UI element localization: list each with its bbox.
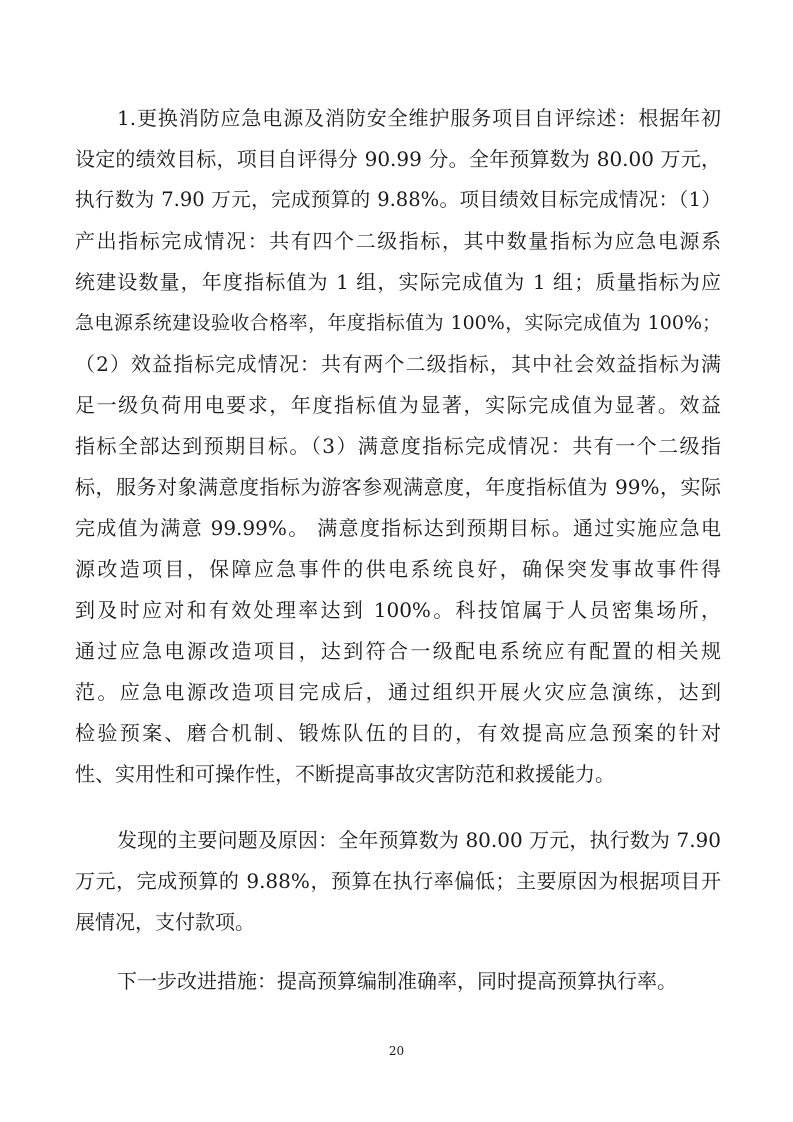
text-line: 执行数为 7.90 万元，完成预算的 9.88%。项目绩效目标完成情况：（1） bbox=[75, 188, 721, 211]
text-line: 性、实用性和可操作性，不断提高事故灾害防范和救援能力。 bbox=[75, 762, 615, 786]
text-line: （2）效益指标完成情况：共有两个二级指标，其中社会效益指标为满 bbox=[75, 352, 721, 376]
text-line: 统建设数量，年度指标值为 1 组，实际完成值为 1 组；质量指标为应 bbox=[75, 270, 721, 294]
text-line: 下一步改进措施：提高预算编制准确率，同时提高预算执行率。 bbox=[117, 969, 677, 993]
text-line: 1.更换消防应急电源及消防安全维护服务项目自评综述：根据年初 bbox=[117, 106, 721, 130]
text-line: 万元，完成预算的 9.88%，预算在执行率偏低；主要原因为根据项目开 bbox=[75, 869, 721, 893]
text-line: 检验预案、磨合机制、锻炼队伍的目的，有效提高应急预案的针对 bbox=[75, 721, 721, 745]
text-line: 发现的主要问题及原因：全年预算数为 80.00 万元，执行数为 7.90 bbox=[117, 828, 721, 852]
page-number: 20 bbox=[388, 1044, 405, 1058]
text-line: 设定的绩效目标，项目自评得分 90.99 分。全年预算数为 80.00 万元， bbox=[75, 147, 721, 171]
text-line: 标，服务对象满意度指标为游客参观满意度，年度指标值为 99%，实际 bbox=[75, 475, 721, 499]
text-line: 范。应急电源改造项目完成后，通过组织开展火灾应急演练，达到 bbox=[75, 680, 721, 704]
text-line: 产出指标完成情况：共有四个二级指标，其中数量指标为应急电源系 bbox=[75, 229, 721, 253]
text-line: 通过应急电源改造项目，达到符合一级配电系统应有配置的相关规 bbox=[75, 639, 721, 663]
text-line: 指标全部达到预期目标。（3）满意度指标完成情况：共有一个二级指 bbox=[75, 434, 721, 458]
text-line: 急电源系统建设验收合格率，年度指标值为 100%，实际完成值为 100%； bbox=[75, 312, 721, 334]
text-line: 展情况，支付款项。 bbox=[75, 910, 255, 934]
text-line: 到及时应对和有效处理率达到 100%。科技馆属于人员密集场所， bbox=[75, 598, 721, 622]
text-line: 源改造项目，保障应急事件的供电系统良好，确保突发事故事件得 bbox=[75, 557, 721, 581]
text-line: 完成值为满意 99.99%。 满意度指标达到预期目标。通过实施应急电 bbox=[75, 516, 721, 540]
text-line: 足一级负荷用电要求，年度指标值为显著，实际完成值为显著。效益 bbox=[75, 393, 721, 417]
